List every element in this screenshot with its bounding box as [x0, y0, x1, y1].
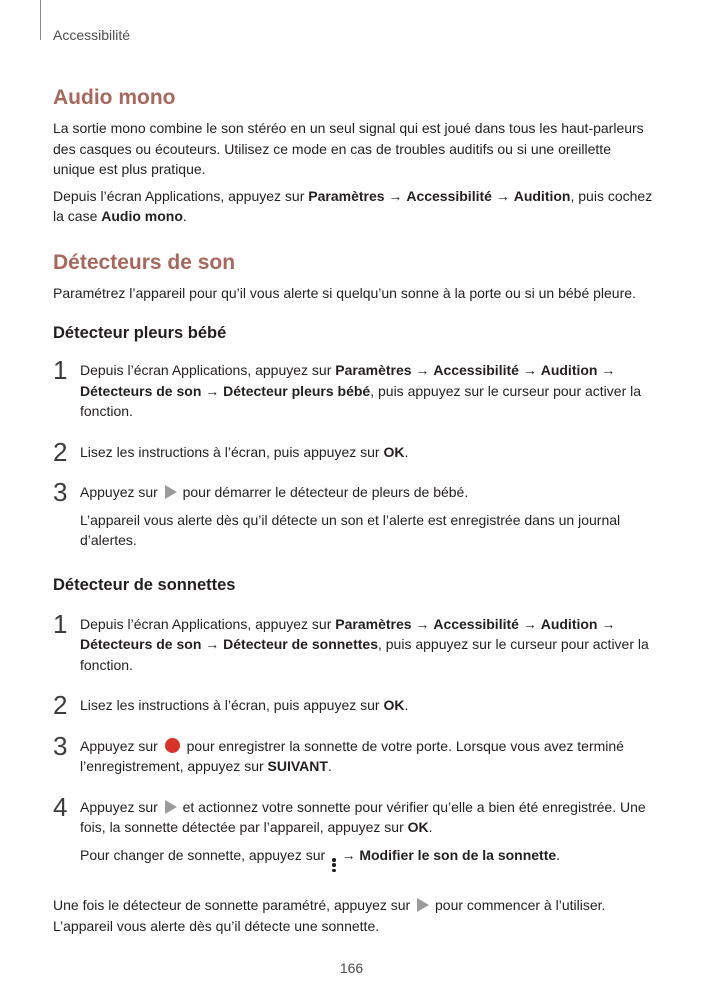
- step-number: 1: [53, 355, 68, 385]
- step-number: 2: [53, 436, 68, 467]
- bebe-step-1: 1 Depuis l’écran Applications, appuyez sur Paramètres → Accessibilité → Audition → Détecteurs de son → Détecteur pleurs bébé, puis appuyez sur le curseur pour activer la fonction.: [53, 355, 642, 419]
- running-header: Accessibilité: [53, 27, 131, 43]
- sonnettes-step-3: 3 Appuyez sur pour enregistrer la sonnette de votre porte. Lorsque vous avez terminé l’enregistrement, appuyez sur SUIVANT.: [53, 730, 624, 774]
- bebe-step-3: 3 Appuyez sur pour démarrer le détecteur de pleurs de bébé. L’appareil vous alerte dès qu’il détecte un son et l’alerte est enregistrée dans un journal d’alertes.: [53, 482, 653, 551]
- bebe-step-3-note: L’appareil vous alerte dès qu’il détecte un son et l’alerte est enregistrée dans un journal d’alertes.: [80, 511, 621, 548]
- audio-mono-instructions: Depuis l’écran Applications, appuyez sur Paramètres → Accessibilité → Audition, puis cochez la case Audio mono.: [53, 187, 653, 224]
- page-number: 166: [339, 960, 364, 976]
- bebe-step-2: 2 Lisez les instructions à l’écran, puis appuyez sur OK.: [53, 436, 409, 467]
- record-icon: [165, 738, 180, 753]
- audio-mono-title: Audio mono: [53, 86, 176, 109]
- bebe-title: Détecteur pleurs bébé: [53, 324, 227, 342]
- sonnettes-title: Détecteur de sonnettes: [53, 575, 236, 594]
- page-rule: [40, 0, 41, 40]
- audio-mono-intro: La sortie mono combine le son stéréo en un seul signal qui est joué dans tous les haut-parleurs des casques ou écouteurs. Utilisez ce mode en cas de troubles auditifs ou si une oreillette unique est plus pratique.: [53, 120, 644, 177]
- bebe-steps: [53, 355, 653, 551]
- sonnettes-step-1: 1 Depuis l’écran Applications, appuyez sur Paramètres → Accessibilité → Audition → Détecteurs de son → Détecteur de sonnettes, puis appuyez sur le curseur pour activer la fonction.: [53, 608, 649, 673]
- sonnettes-step-2: 2 Lisez les instructions à l’écran, puis appuyez sur OK.: [53, 690, 409, 720]
- play-icon: [165, 800, 177, 814]
- detecteurs-title: Détecteurs de son: [53, 250, 236, 274]
- sonnettes-steps: [53, 608, 653, 873]
- step-number: 2: [53, 690, 68, 720]
- play-icon: [165, 485, 177, 499]
- page-content: [53, 80, 653, 936]
- sonnettes-step-4: 4 Appuyez sur et actionnez votre sonnette pour vérifier qu’elle a bien été enregistrée. Une fois, la sonnette détectée par l’appareil, appuyez sur OK. Pour changer de sonnette, appuyez sur → Modifier le son de la sonnette.: [53, 797, 653, 873]
- sonnettes-step-4-note: Pour changer de sonnette, appuyez sur → Modifier le son de la sonnette.: [80, 845, 653, 873]
- step-number: 3: [53, 477, 68, 507]
- play-icon: [417, 898, 429, 912]
- step-number: 3: [53, 730, 68, 761]
- step-number: 4: [53, 791, 68, 822]
- more-options-icon: [332, 858, 336, 872]
- sonnettes-final-paragraph: Une fois le détecteur de sonnette paramétré, appuyez sur pour commencer à l’utiliser. L’appareil vous alerte dès qu’il détecte une sonnette.: [53, 897, 606, 934]
- detecteurs-intro: Paramétrez l’appareil pour qu’il vous alerte si quelqu’un sonne à la porte ou si un bébé pleure.: [53, 284, 636, 301]
- step-number: 1: [53, 608, 68, 639]
